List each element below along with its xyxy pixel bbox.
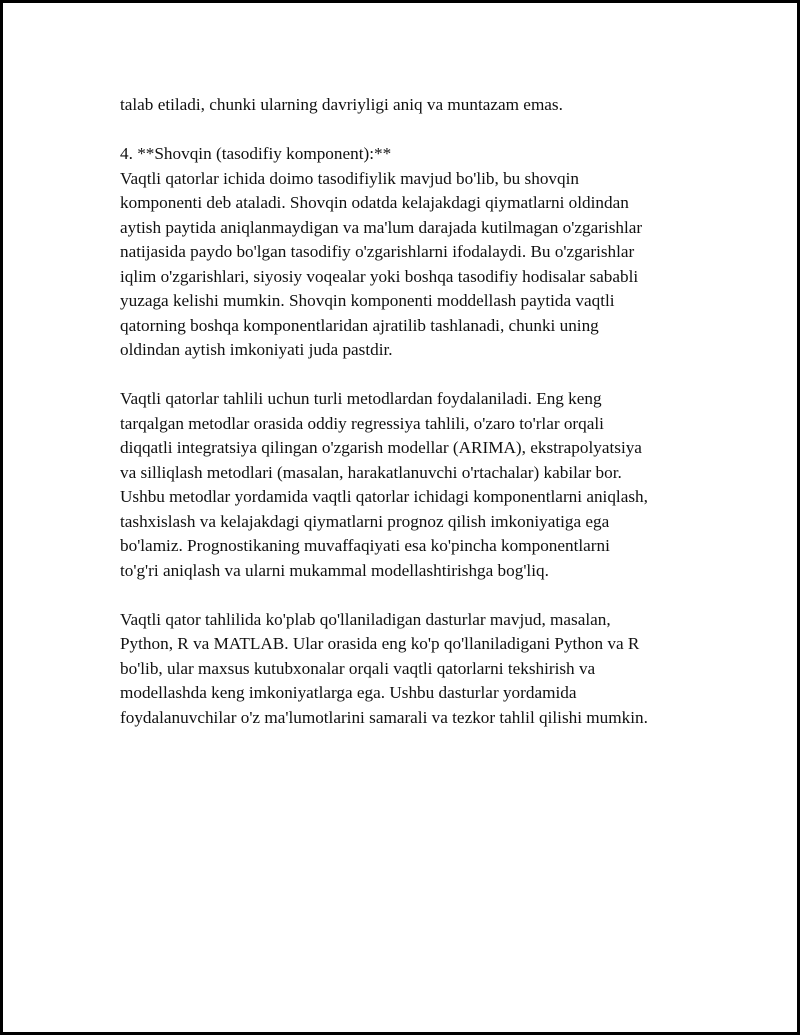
paragraph-continuation: talab etiladi, chunki ularning davriyligi aniq va muntazam emas. [120,95,563,114]
document-body [120,93,720,755]
list-item-heading: 4. **Shovqin (tasodifiy komponent):** [120,144,392,163]
paragraph-methods: Vaqtli qatorlar tahlili uchun turli metodlardan foydalaniladi. Eng keng tarqalgan metodlar orasida oddiy regressiya tahlili, o'zaro to'rlar orqali diqqatli integratsiya qilingan o'zgarish modellar (ARIMA), ekstrapolyatsiya va silliqlash metodlari (masalan, harakatlanuvchi o'rtachalar) kabilar bor. Ushbu metodlar yordamida vaqtli qatorlar ichidagi komponentlarni aniqlash, tashxislash va kelajakdagi qiymatlarni prognoz qilish imkoniyatiga ega bo'lamiz. Prognostikaning muvaffaqiyati esa ko'pincha komponentlarni to'g'ri aniqlash va ularni mukammal modellashtirishga bog'liq. [120,389,648,580]
paragraph-software: Vaqtli qator tahlilida ko'plab qo'llaniladigan dasturlar mavjud, masalan, Python, R va MATLAB. Ular orasida eng ko'p qo'llaniladigani Python va R bo'lib, ular maxsus kutubxonalar orqali vaqtli qatorlarni tekshirish va modellashda keng imkoniyatlarga ega. Ushbu dasturlar yordamida foydalanuvchilar o'z ma'lumotlarini samarali va tezkor tahlil qilishi mumkin. [120,609,648,727]
paragraph-noise-component: Vaqtli qatorlar ichida doimo tasodifiylik mavjud bo'lib, bu shovqin komponenti deb ataladi. Shovqin odatda kelajakdagi qiymatlarni oldindan aytish paytida aniqlanmaydigan va ma'lum darajada kutilmagan o'zgarishlar natijasida paydo bo'lgan tasodifiy o'zgarishlarni ifodalaydi. Bu o'zgarishlar iqlim o'zgarishlari, siyosiy voqealar yoki boshqa tasodifiy hodisalar sababli yuzaga kelishi mumkin. Shovqin komponenti moddellash paytida vaqtli qatorning boshqa komponentlaridan ajratilib tashlanadi, chunki uning oldindan aytish imkoniyati juda pastdir. [120,168,643,359]
